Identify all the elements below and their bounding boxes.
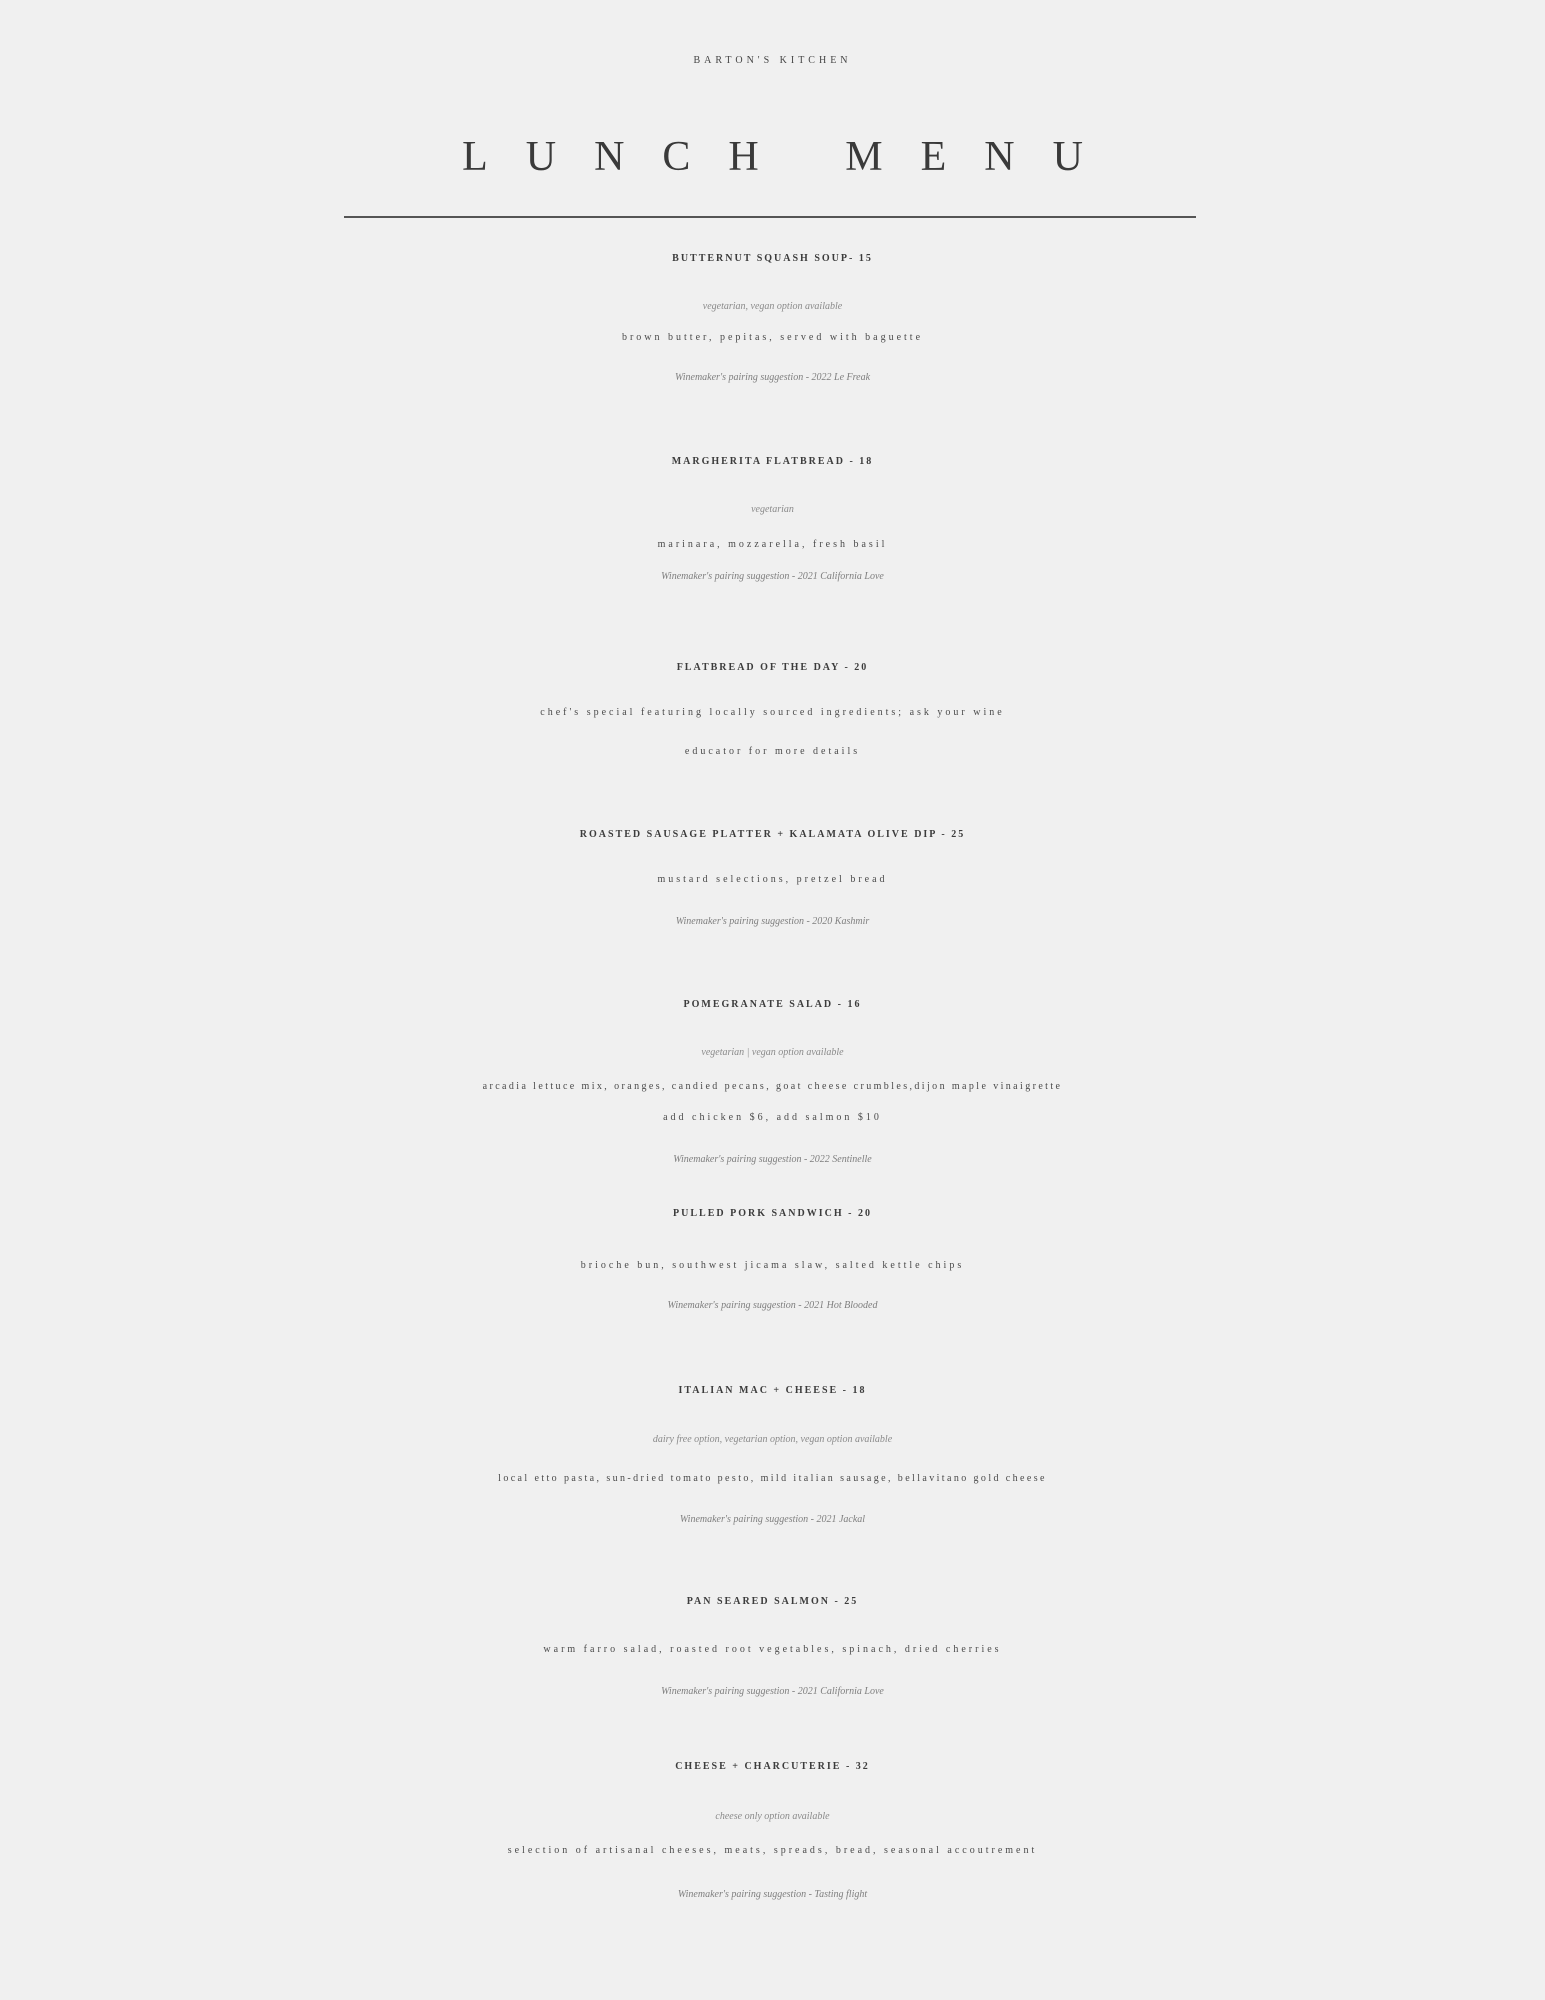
dish-description: chef's special featuring locally sourced ingredients; ask your wine (540, 707, 1005, 718)
dish-name: ROASTED SAUSAGE PLATTER + KALAMATA OLIVE DIP - 25 (579, 829, 966, 840)
dish-description: brioche bun, southwest jicama slaw, salted kettle chips (580, 1260, 965, 1271)
dish-description: brown butter, pepitas, served with baguette (621, 332, 924, 343)
dish-name: FLATBREAD OF THE DAY - 20 (676, 662, 869, 673)
wine-pairing: Winemaker's pairing suggestion - 2021 Hot Blooded (667, 1300, 878, 1311)
dish-dietary-note: vegetarian, vegan option available (702, 301, 843, 312)
restaurant-name: BARTON'S KITCHEN (693, 55, 852, 66)
dish-description: arcadia lettuce mix, oranges, candied pecans, goat cheese crumbles,dijon maple vinaigrette (482, 1081, 1063, 1092)
dish-description: warm farro salad, roasted root vegetables, spinach, dried cherries (543, 1644, 1002, 1655)
dish-description-continued: educator for more details (684, 746, 861, 757)
dish-name: PAN SEARED SALMON - 25 (686, 1596, 859, 1607)
dish-addons: add chicken $6, add salmon $10 (663, 1112, 882, 1123)
dish-description: selection of artisanal cheeses, meats, spreads, bread, seasonal accoutrement (507, 1845, 1038, 1856)
dish-description: mustard selections, pretzel bread (657, 874, 888, 885)
dish-name: PULLED PORK SANDWICH - 20 (673, 1208, 872, 1219)
wine-pairing: Winemaker's pairing suggestion - 2021 California Love (661, 1686, 884, 1697)
menu-title: LUNCH MENU (462, 134, 1121, 180)
wine-pairing: Winemaker's pairing suggestion - 2021 Jackal (679, 1514, 866, 1525)
wine-pairing: Winemaker's pairing suggestion - 2022 Le Freak (674, 372, 871, 383)
dish-dietary-note: vegetarian | vegan option available (701, 1047, 844, 1058)
dish-dietary-note: cheese only option available (715, 1811, 830, 1822)
dish-description: marinara, mozzarella, fresh basil (657, 539, 888, 550)
dish-name: MARGHERITA FLATBREAD - 18 (671, 456, 874, 467)
dish-description: local etto pasta, sun-dried tomato pesto, mild italian sausage, bellavitano gold cheese (498, 1473, 1047, 1484)
dish-name: BUTTERNUT SQUASH SOUP- 15 (672, 253, 873, 264)
wine-pairing: Winemaker's pairing suggestion - 2021 California Love (661, 571, 884, 582)
dish-dietary-note: dairy free option, vegetarian option, vegan option available (652, 1434, 893, 1445)
dish-name: CHEESE + CHARCUTERIE - 32 (675, 1761, 870, 1772)
dish-dietary-note: vegetarian (751, 504, 794, 515)
wine-pairing: Winemaker's pairing suggestion - 2020 Kashmir (675, 916, 870, 927)
title-divider (344, 216, 1196, 218)
dish-name: POMEGRANATE SALAD - 16 (683, 999, 862, 1010)
wine-pairing: Winemaker's pairing suggestion - 2022 Sentinelle (673, 1154, 872, 1165)
dish-name: ITALIAN MAC + CHEESE - 18 (678, 1385, 867, 1396)
wine-pairing: Winemaker's pairing suggestion - Tasting flight (677, 1889, 868, 1900)
